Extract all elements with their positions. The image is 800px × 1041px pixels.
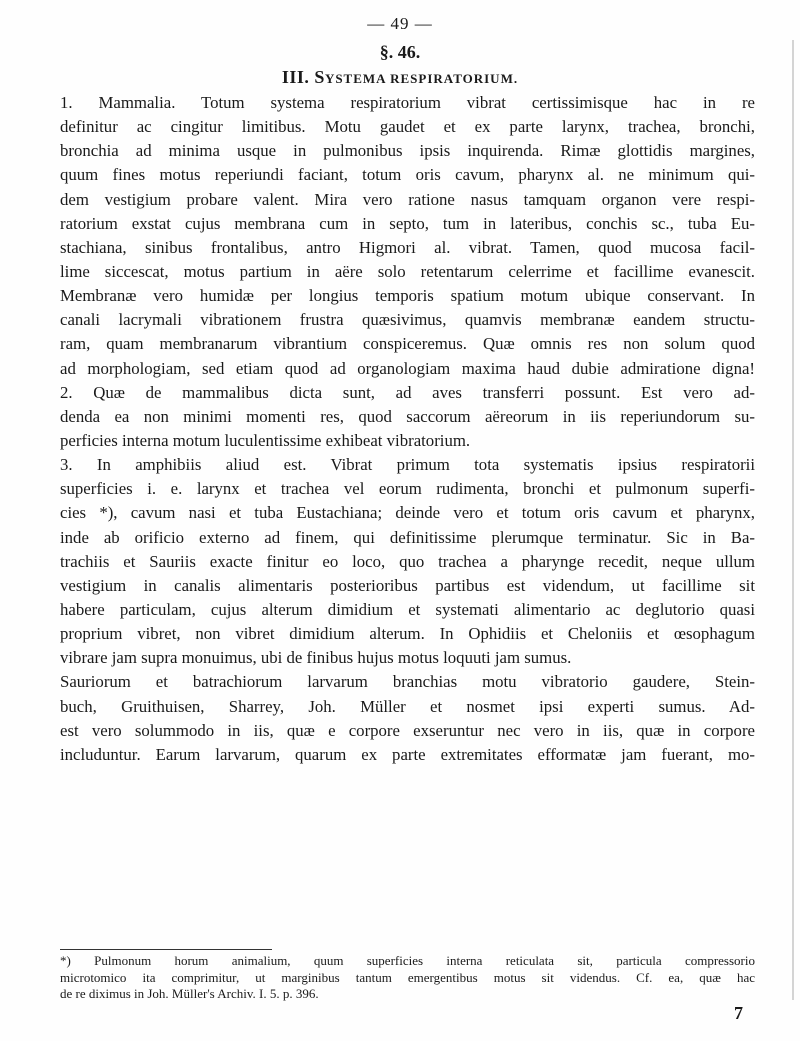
- text-line: denda ea non minimi momenti res, quod saccorum aëreorum in iis reperiundorum su-: [60, 406, 755, 426]
- section-number: §. 46.: [379, 42, 421, 62]
- page-edge-shadow: [792, 40, 794, 1000]
- text-line: lime siccescat, motus partium in aëre solo retentarum celerrime et facillime evanescit.: [60, 261, 755, 281]
- text-line: canali lacrymali vibrationem frustra quæsivimus, quamvis membranæ eandem structu-: [60, 310, 755, 330]
- text-line: perficies interna motum luculentissime exhibeat vibratorium.: [60, 430, 471, 450]
- footnote-rule: [60, 949, 272, 950]
- footnote-line: microtomico ita comprimitur, ut marginibus tantum emergentibus motus sit videndus. Cf. ea, quæ hac: [60, 969, 755, 985]
- text-line: est vero solummodo in iis, quæ e corpore exseruntur nec vero in iis, quæ in corpore: [60, 720, 755, 740]
- section-title-initial: S: [314, 67, 325, 87]
- text-line: superficies i. e. larynx et trachea vel eorum rudimenta, bronchi et pulmonum superfi-: [60, 479, 755, 499]
- section-title: [0, 67, 800, 88]
- text-line: buch, Gruithuisen, Sharrey, Joh. Müller et nosmet ipsi experti sumus. Ad-: [60, 696, 755, 716]
- text-line: ram, quam membranarum vibrantium conspiceremus. Quæ omnis res non solum quod: [60, 334, 755, 354]
- text-line: inde ab orificio externo ad finem, qui definitissime plerumque terminatur. Sic in Ba-: [60, 527, 755, 547]
- footnote-line: de re diximus in Joh. Müller's Archiv. I. 5. p. 396.: [60, 986, 319, 1001]
- footnote-line: *) Pulmonum horum animalium, quum superficies interna reticulata sit, particula compressorio: [60, 953, 755, 968]
- text-line: 1. Mammalia. Totum systema respiratorium vibrat certissimisque hac in re: [60, 93, 755, 112]
- text-line: definitur ac cingitur limitibus. Motu gaudet et ex parte larynx, trachea, bronchi,: [60, 117, 755, 137]
- text-line: vibrare jam supra monuimus, ubi de finibus hujus motus loquuti jam sumus.: [60, 648, 572, 668]
- page-number: — 49 —: [367, 14, 433, 33]
- text-line: bronchia ad minima usque in pulmonibus ipsis inquirenda. Rimæ glottidis margines,: [60, 141, 755, 161]
- section-title-numeral: III.: [281, 67, 310, 87]
- section-title-rest: YSTEMA RESPIRATORIUM.: [324, 71, 519, 86]
- text-line: includuntur. Earum larvarum, quarum ex parte extremitates efformatæ jam fuerant, mo-: [60, 744, 755, 764]
- text-line: ad morphologiam, sed etiam quod ad organologiam maxima haud dubie admiratione digna!: [60, 358, 755, 378]
- text-line: trachiis et Sauriis exacte finitur eo loco, quo trachea a pharynge recedit, neque ullum: [60, 551, 755, 571]
- text-line: proprium vibret, non vibret dimidium alterum. In Ophidiis et Cheloniis et œsophagum: [60, 624, 755, 644]
- text-line: habere particulam, cujus alterum dimidium et systemati alimentario ac deglutorio quasi: [60, 599, 755, 619]
- text-line: cies *), cavum nasi et tuba Eustachiana; deinde vero et totum oris cavum et pharynx,: [60, 503, 755, 523]
- text-line: Sauriorum et batrachiorum larvarum branchias motu vibratorio gaudere, Stein-: [60, 672, 755, 692]
- main-text: [60, 91, 755, 767]
- footnote: [60, 953, 755, 1003]
- text-line: dem vestigium probare valent. Mira vero ratione nasus tamquam organon vere respi-: [60, 189, 755, 209]
- text-line: ratorium exstat cujus membrana cum in septo, tum in lateribus, conchis sc., tuba Eu-: [60, 213, 755, 233]
- text-line: 3. In amphibiis aliud est. Vibrat primum tota systematis ipsius respiratorii: [60, 455, 755, 475]
- text-line: Membranæ vero humidæ per longius temporis spatium motum ubique conservant. In: [60, 286, 755, 306]
- signature-mark: 7: [734, 1003, 743, 1023]
- text-line: 2. Quæ de mammalibus dicta sunt, ad aves transferri possunt. Est vero ad-: [60, 382, 755, 402]
- text-line: quum fines motus reperiundi faciant, totum oris cavum, pharynx al. ne minimum qui-: [60, 165, 755, 185]
- text-line: vestigium in canalis alimentaris posterioribus partibus est videndum, ut facillime sit: [60, 575, 755, 595]
- text-line: stachiana, sinibus frontalibus, antro Higmori al. vibrat. Tamen, quod mucosa facil-: [60, 237, 755, 257]
